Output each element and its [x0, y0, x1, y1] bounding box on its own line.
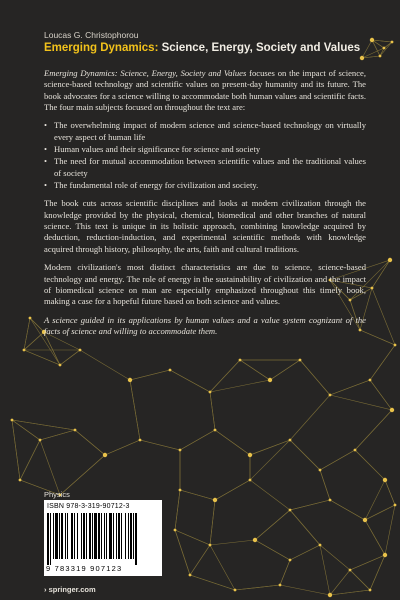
body-paragraph: Modern civilization's most distinct characteristics are due to science, science-based technology and energy. The role of energy in the sustainability of civilization and the impact of biomedical science on man are especially emphasized throughout this timely book, making a case for a hopeful future based on both science and values.	[44, 262, 366, 307]
network-edge	[20, 440, 40, 480]
network-edge	[30, 318, 44, 332]
network-edge	[250, 440, 290, 455]
network-edge	[190, 545, 210, 575]
author-name: Loucas G. Christophorou	[44, 30, 139, 40]
publisher-link[interactable]: › springer.com	[44, 585, 96, 594]
network-node	[209, 544, 212, 547]
body-paragraph: The book cuts across scientific disciplines and looks at modern civilization through the knowledge provided by the physical, chemical, biomedical and other branches of natural science. This text is unique in its holistic approach, combining knowledge acquired by deduction, reduction-induction, and experimental scientific methods with knowledge acquired through history, philosophy, the arts, faith and cultural traditions.	[44, 198, 366, 254]
network-node	[174, 529, 177, 532]
network-edge	[280, 560, 290, 585]
network-edge	[235, 585, 280, 590]
network-node	[329, 499, 332, 502]
network-node	[354, 449, 357, 452]
quote-paragraph: A science guided in its applications by human values and a value system cognizant of the facts of science and willing to accommodate them.	[44, 314, 366, 336]
subject-item: • Human values and their significance for science and society	[44, 144, 366, 155]
network-edge	[370, 345, 395, 380]
network-node	[363, 518, 367, 522]
network-node	[39, 439, 42, 442]
network-edge	[40, 430, 75, 440]
network-edge	[255, 510, 290, 540]
book-title	[44, 42, 384, 54]
network-node	[214, 429, 217, 432]
network-edge	[215, 480, 250, 500]
network-edge	[255, 540, 290, 560]
network-node	[23, 349, 26, 352]
network-edge	[24, 350, 60, 365]
network-node	[248, 453, 252, 457]
description	[44, 68, 366, 344]
network-edge	[40, 440, 60, 495]
network-edge	[12, 420, 75, 430]
network-edge	[355, 410, 392, 450]
title-main: Emerging Dynamics:	[44, 42, 159, 54]
network-node	[383, 553, 387, 557]
barcode-bar	[137, 513, 138, 565]
network-edge	[300, 360, 330, 395]
network-node	[319, 544, 322, 547]
network-edge	[290, 510, 320, 545]
network-edge	[320, 545, 330, 595]
network-node	[249, 479, 252, 482]
network-edge	[365, 480, 385, 520]
network-edge	[372, 260, 390, 288]
network-edge	[180, 490, 215, 500]
network-node	[59, 364, 62, 367]
network-node	[299, 359, 302, 362]
network-node	[388, 258, 392, 262]
network-node	[189, 574, 192, 577]
network-edge	[210, 545, 235, 590]
subject-list	[44, 120, 366, 191]
intro-paragraph	[44, 68, 366, 113]
subject-item: • The fundamental role of energy for civilization and society.	[44, 180, 366, 191]
network-edge	[385, 505, 395, 555]
network-edge	[280, 585, 330, 595]
network-edge	[330, 500, 365, 520]
title-subtitle: Science, Energy, Society and Values	[158, 42, 361, 54]
network-edge	[175, 530, 210, 545]
network-node	[268, 378, 272, 382]
network-edge	[60, 350, 80, 365]
network-node	[239, 359, 242, 362]
network-node	[289, 559, 292, 562]
network-node	[390, 408, 394, 412]
network-edge	[175, 490, 180, 530]
network-edge	[12, 420, 40, 440]
network-edge	[320, 470, 330, 500]
network-edge	[320, 450, 355, 470]
network-node	[349, 569, 352, 572]
network-edge	[210, 380, 270, 392]
network-node	[360, 56, 364, 60]
network-edge	[365, 505, 395, 520]
network-node	[169, 369, 172, 372]
network-edge	[290, 545, 320, 560]
barcode-digits: 9 783319 907123	[46, 564, 123, 573]
network-edge	[365, 520, 385, 555]
network-node	[179, 449, 182, 452]
network-edge	[240, 360, 270, 380]
barcode-box	[44, 500, 162, 576]
network-node	[369, 589, 372, 592]
network-edge	[180, 430, 215, 450]
intro-title: Emerging Dynamics: Science, Energy, Society and Values	[44, 68, 247, 78]
network-node	[371, 287, 374, 290]
network-node	[209, 391, 212, 394]
network-node	[369, 379, 372, 382]
network-edge	[290, 500, 330, 510]
network-edge	[330, 570, 350, 595]
network-node	[139, 439, 142, 442]
network-node	[391, 41, 394, 44]
network-node	[79, 349, 82, 352]
isbn-text: ISBN 978-3-319-90712-3	[47, 503, 130, 510]
category-label: Physics	[44, 490, 70, 499]
network-edge	[175, 530, 190, 575]
network-node	[128, 378, 132, 382]
network-edge	[270, 360, 300, 380]
network-edge	[12, 420, 20, 480]
network-node	[179, 489, 182, 492]
network-edge	[80, 350, 130, 380]
network-node	[279, 584, 282, 587]
network-edge	[355, 450, 385, 480]
subject-item: • The need for mutual accommodation between scientific values and the traditional values of society	[44, 156, 366, 179]
network-node	[379, 55, 382, 58]
network-edge	[105, 440, 140, 455]
network-edge	[350, 570, 370, 590]
network-edge	[140, 440, 180, 450]
network-edge	[210, 540, 255, 545]
barcode-bars	[47, 513, 159, 565]
network-edge	[250, 480, 290, 510]
network-edge	[210, 500, 215, 545]
network-edge	[130, 380, 140, 440]
network-node	[213, 498, 217, 502]
network-edge	[330, 590, 370, 595]
network-edge	[130, 370, 170, 380]
network-edge	[75, 430, 105, 455]
network-node	[29, 317, 32, 320]
network-node	[289, 439, 292, 442]
intro-text: focuses on the impact of science, science-based technology and scientific values on present-day humanity and its future. The book advocates for a science willing to accommodate both human values and scientific facts. The four main subjects focused on throughout the text are:	[44, 68, 366, 113]
network-node	[329, 394, 332, 397]
network-edge	[250, 440, 290, 480]
network-edge	[60, 455, 105, 495]
network-node	[11, 419, 14, 422]
network-node	[319, 469, 322, 472]
network-node	[289, 509, 292, 512]
network-node	[234, 589, 237, 592]
network-node	[394, 504, 397, 507]
network-edge	[290, 440, 320, 470]
network-edge	[210, 392, 215, 430]
network-node	[253, 538, 257, 542]
network-edge	[385, 480, 395, 505]
network-node	[103, 453, 107, 457]
network-node	[394, 344, 397, 347]
network-edge	[170, 370, 210, 392]
network-node	[74, 429, 77, 432]
network-node	[328, 593, 332, 597]
network-edge	[215, 430, 250, 455]
network-node	[383, 478, 387, 482]
network-edge	[330, 380, 370, 395]
network-node	[19, 479, 22, 482]
subject-item: • The overwhelming impact of modern science and science-based technology on virtually every aspect of human life	[44, 120, 366, 143]
network-edge	[290, 395, 330, 440]
